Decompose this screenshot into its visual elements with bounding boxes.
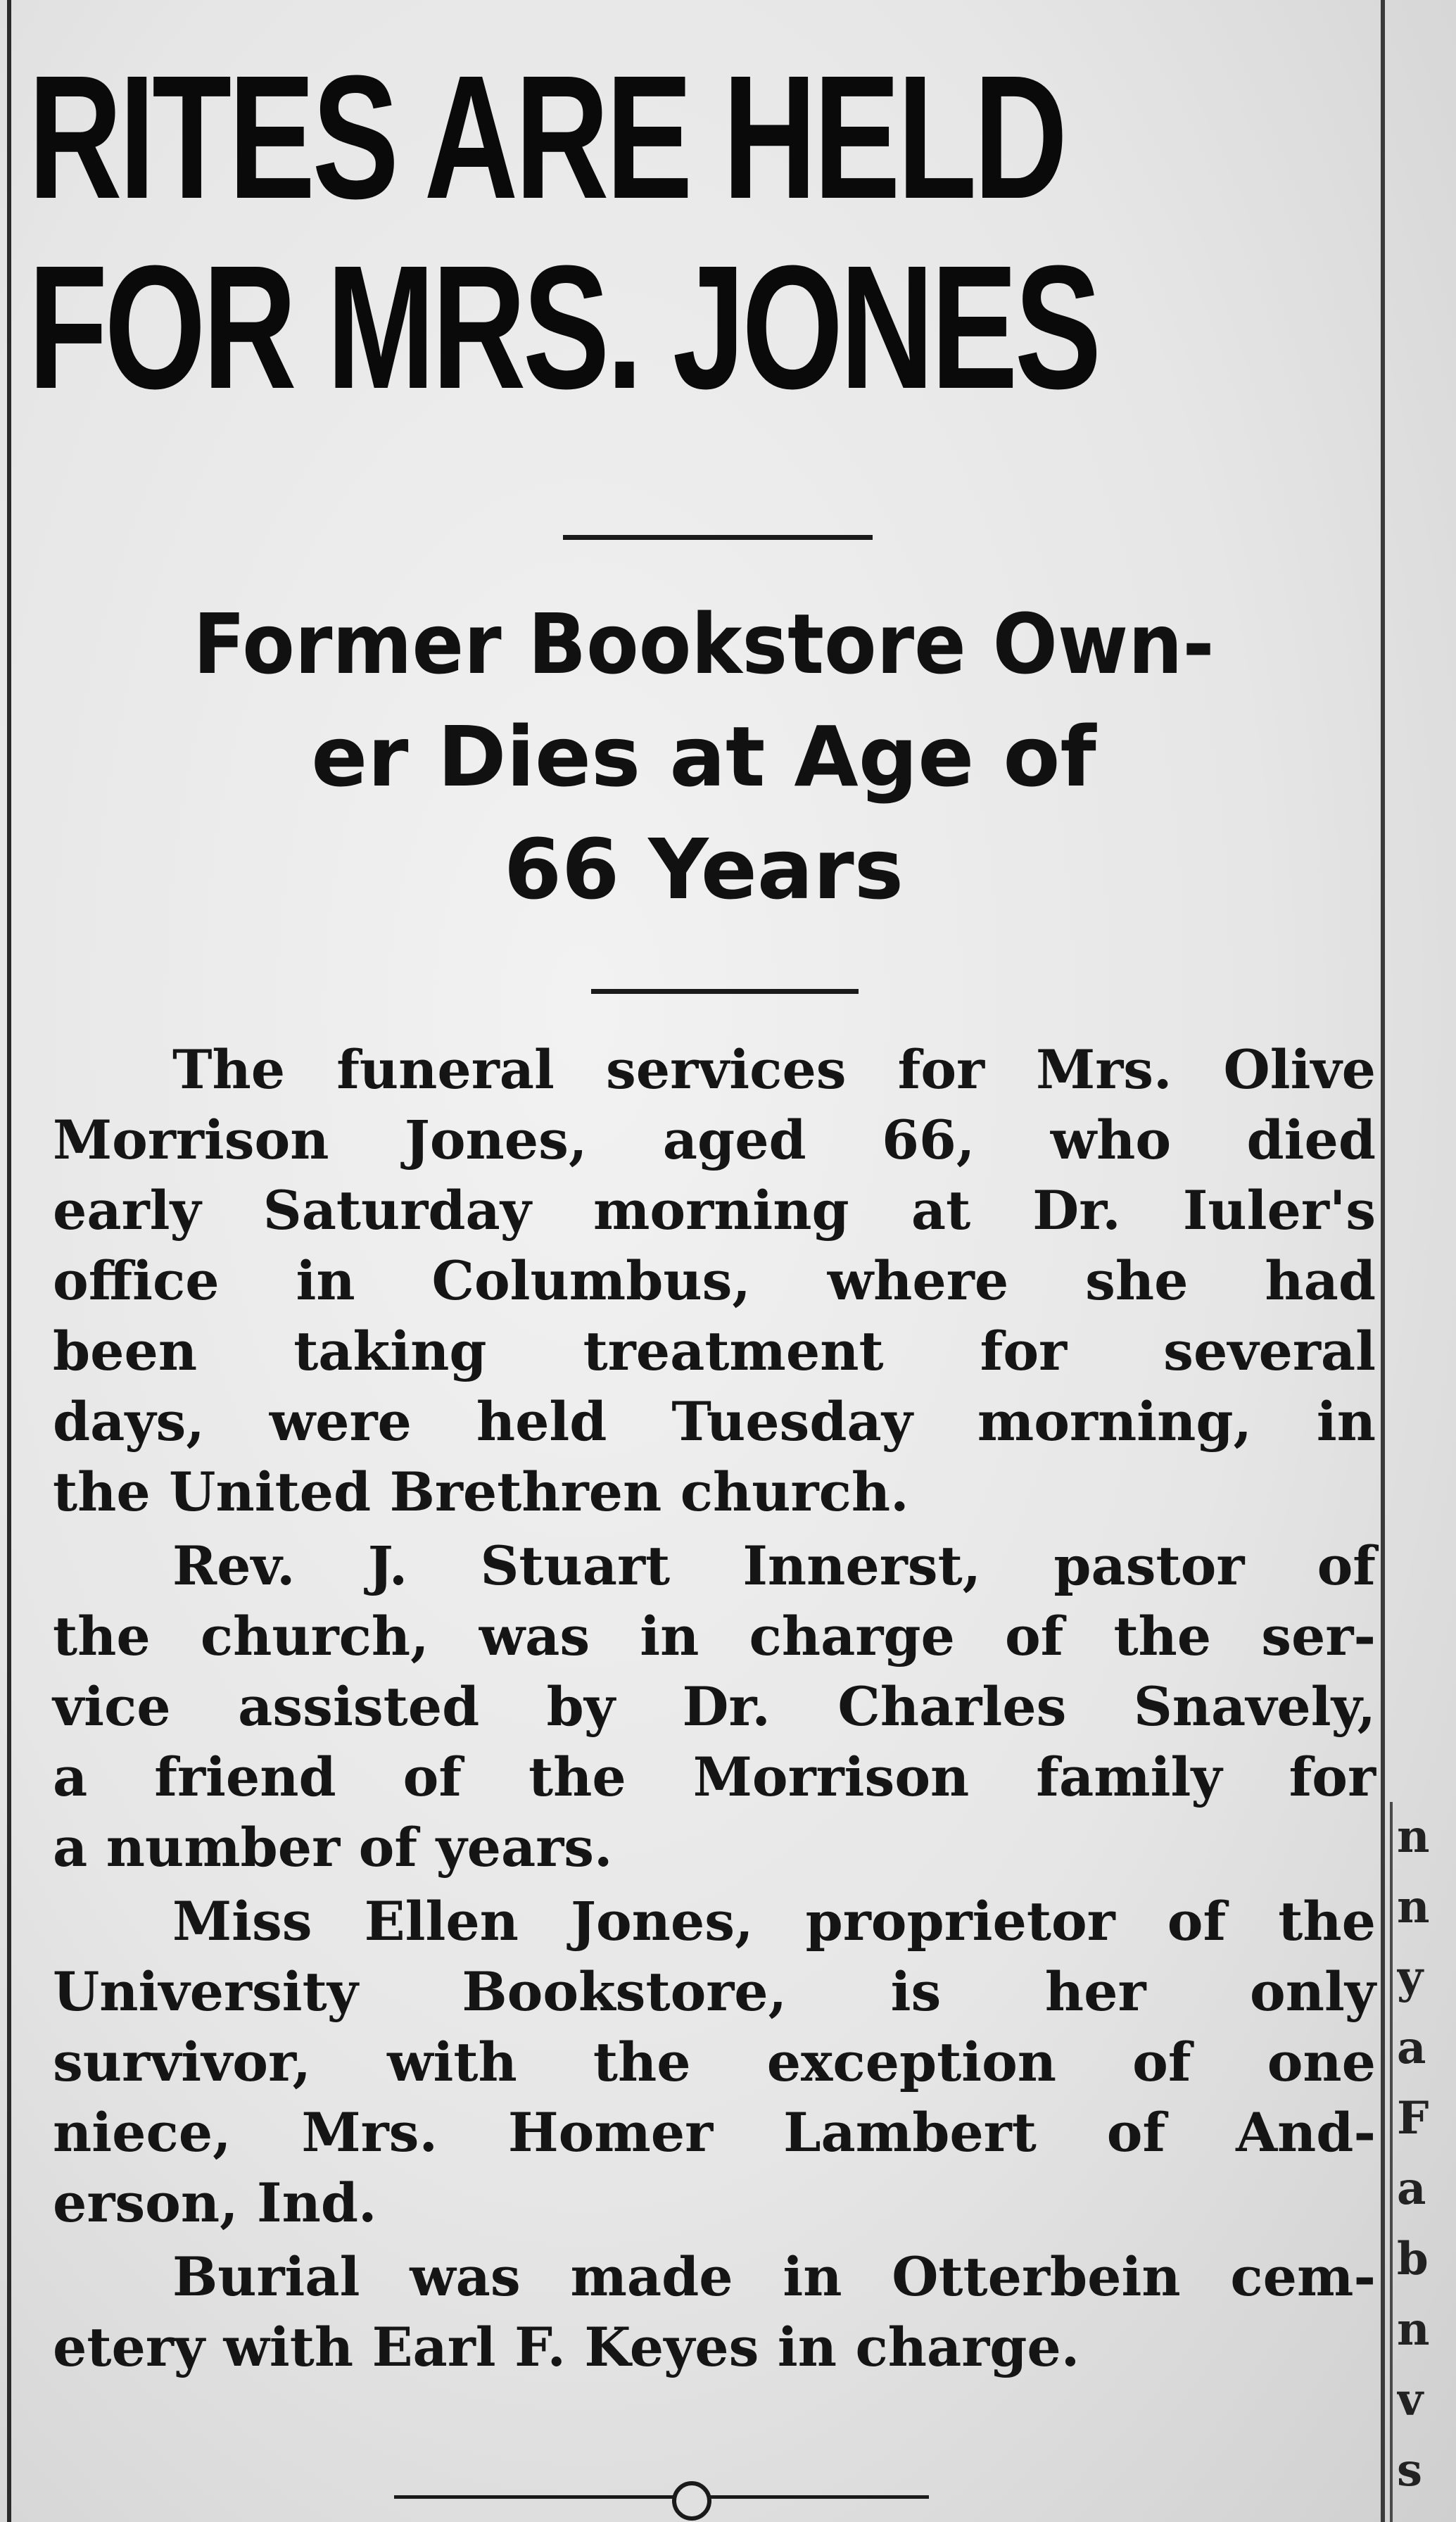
right-column-rule xyxy=(1381,0,1385,2522)
deck-line-2: er Dies at Age of xyxy=(311,708,1096,805)
deck-line-1: Former Bookstore Own- xyxy=(193,595,1215,693)
end-ornament-icon xyxy=(672,2481,711,2521)
body-line: early Saturday morning at Dr. Iuler's xyxy=(53,1179,1376,1242)
body-line: Morrison Jones, aged 66, who died xyxy=(53,1109,1376,1171)
body-line: been taking treatment for several xyxy=(53,1320,1376,1382)
left-column-rule xyxy=(7,0,11,2522)
right-column-rule-lower xyxy=(1390,1802,1393,2522)
fragment-letter: n xyxy=(1397,2303,1430,2356)
body-line: the church, was in charge of the ser- xyxy=(53,1605,1376,1667)
fragment-letter: a xyxy=(1397,2162,1426,2215)
fragment-letter: a xyxy=(1397,2022,1426,2074)
body-line: office in Columbus, where she had xyxy=(53,1249,1376,1312)
adjacent-column-fragment xyxy=(1397,1802,1453,2506)
body-line: The funeral services for Mrs. Olive xyxy=(172,1038,1376,1101)
body-line: University Bookstore, is her only xyxy=(53,1960,1376,2023)
body-line: survivor, with the exception of one xyxy=(53,2031,1376,2093)
deck-divider xyxy=(591,989,859,994)
fragment-letter: F xyxy=(1397,2092,1429,2145)
fragment-letter: v xyxy=(1397,2373,1424,2426)
headline-line-2: FOR MRS. JONES xyxy=(28,229,1099,425)
body-line: Miss Ellen Jones, proprietor of the xyxy=(172,1890,1376,1953)
headline-line-1: RITES ARE HELD xyxy=(28,39,1065,235)
body-line: days, were held Tuesday morning, in xyxy=(53,1390,1376,1453)
body-line: erson, Ind. xyxy=(53,2171,377,2234)
body-line: vice assisted by Dr. Charles Snavely, xyxy=(53,1675,1376,1738)
fragment-letter: n xyxy=(1397,1881,1430,1934)
headline-divider xyxy=(563,535,873,540)
fragment-letter: b xyxy=(1397,2233,1429,2285)
body-line: Rev. J. Stuart Innerst, pastor of xyxy=(172,1534,1376,1597)
body-line: the United Brethren church. xyxy=(53,1461,909,1523)
body-line: niece, Mrs. Homer Lambert of And- xyxy=(53,2101,1376,2164)
body-line: Burial was made in Otterbein cem- xyxy=(172,2245,1376,2308)
end-divider xyxy=(394,2495,929,2499)
body-line: a number of years. xyxy=(53,1816,613,1879)
deck-line-3: 66 Years xyxy=(504,821,904,918)
body-line: a friend of the Morrison family for xyxy=(53,1746,1376,1808)
fragment-letter: y xyxy=(1397,1951,1424,2004)
body-line: etery with Earl F. Keyes in charge. xyxy=(53,2316,1080,2378)
fragment-letter: s xyxy=(1397,2444,1423,2497)
fragment-letter: n xyxy=(1397,1810,1430,1863)
